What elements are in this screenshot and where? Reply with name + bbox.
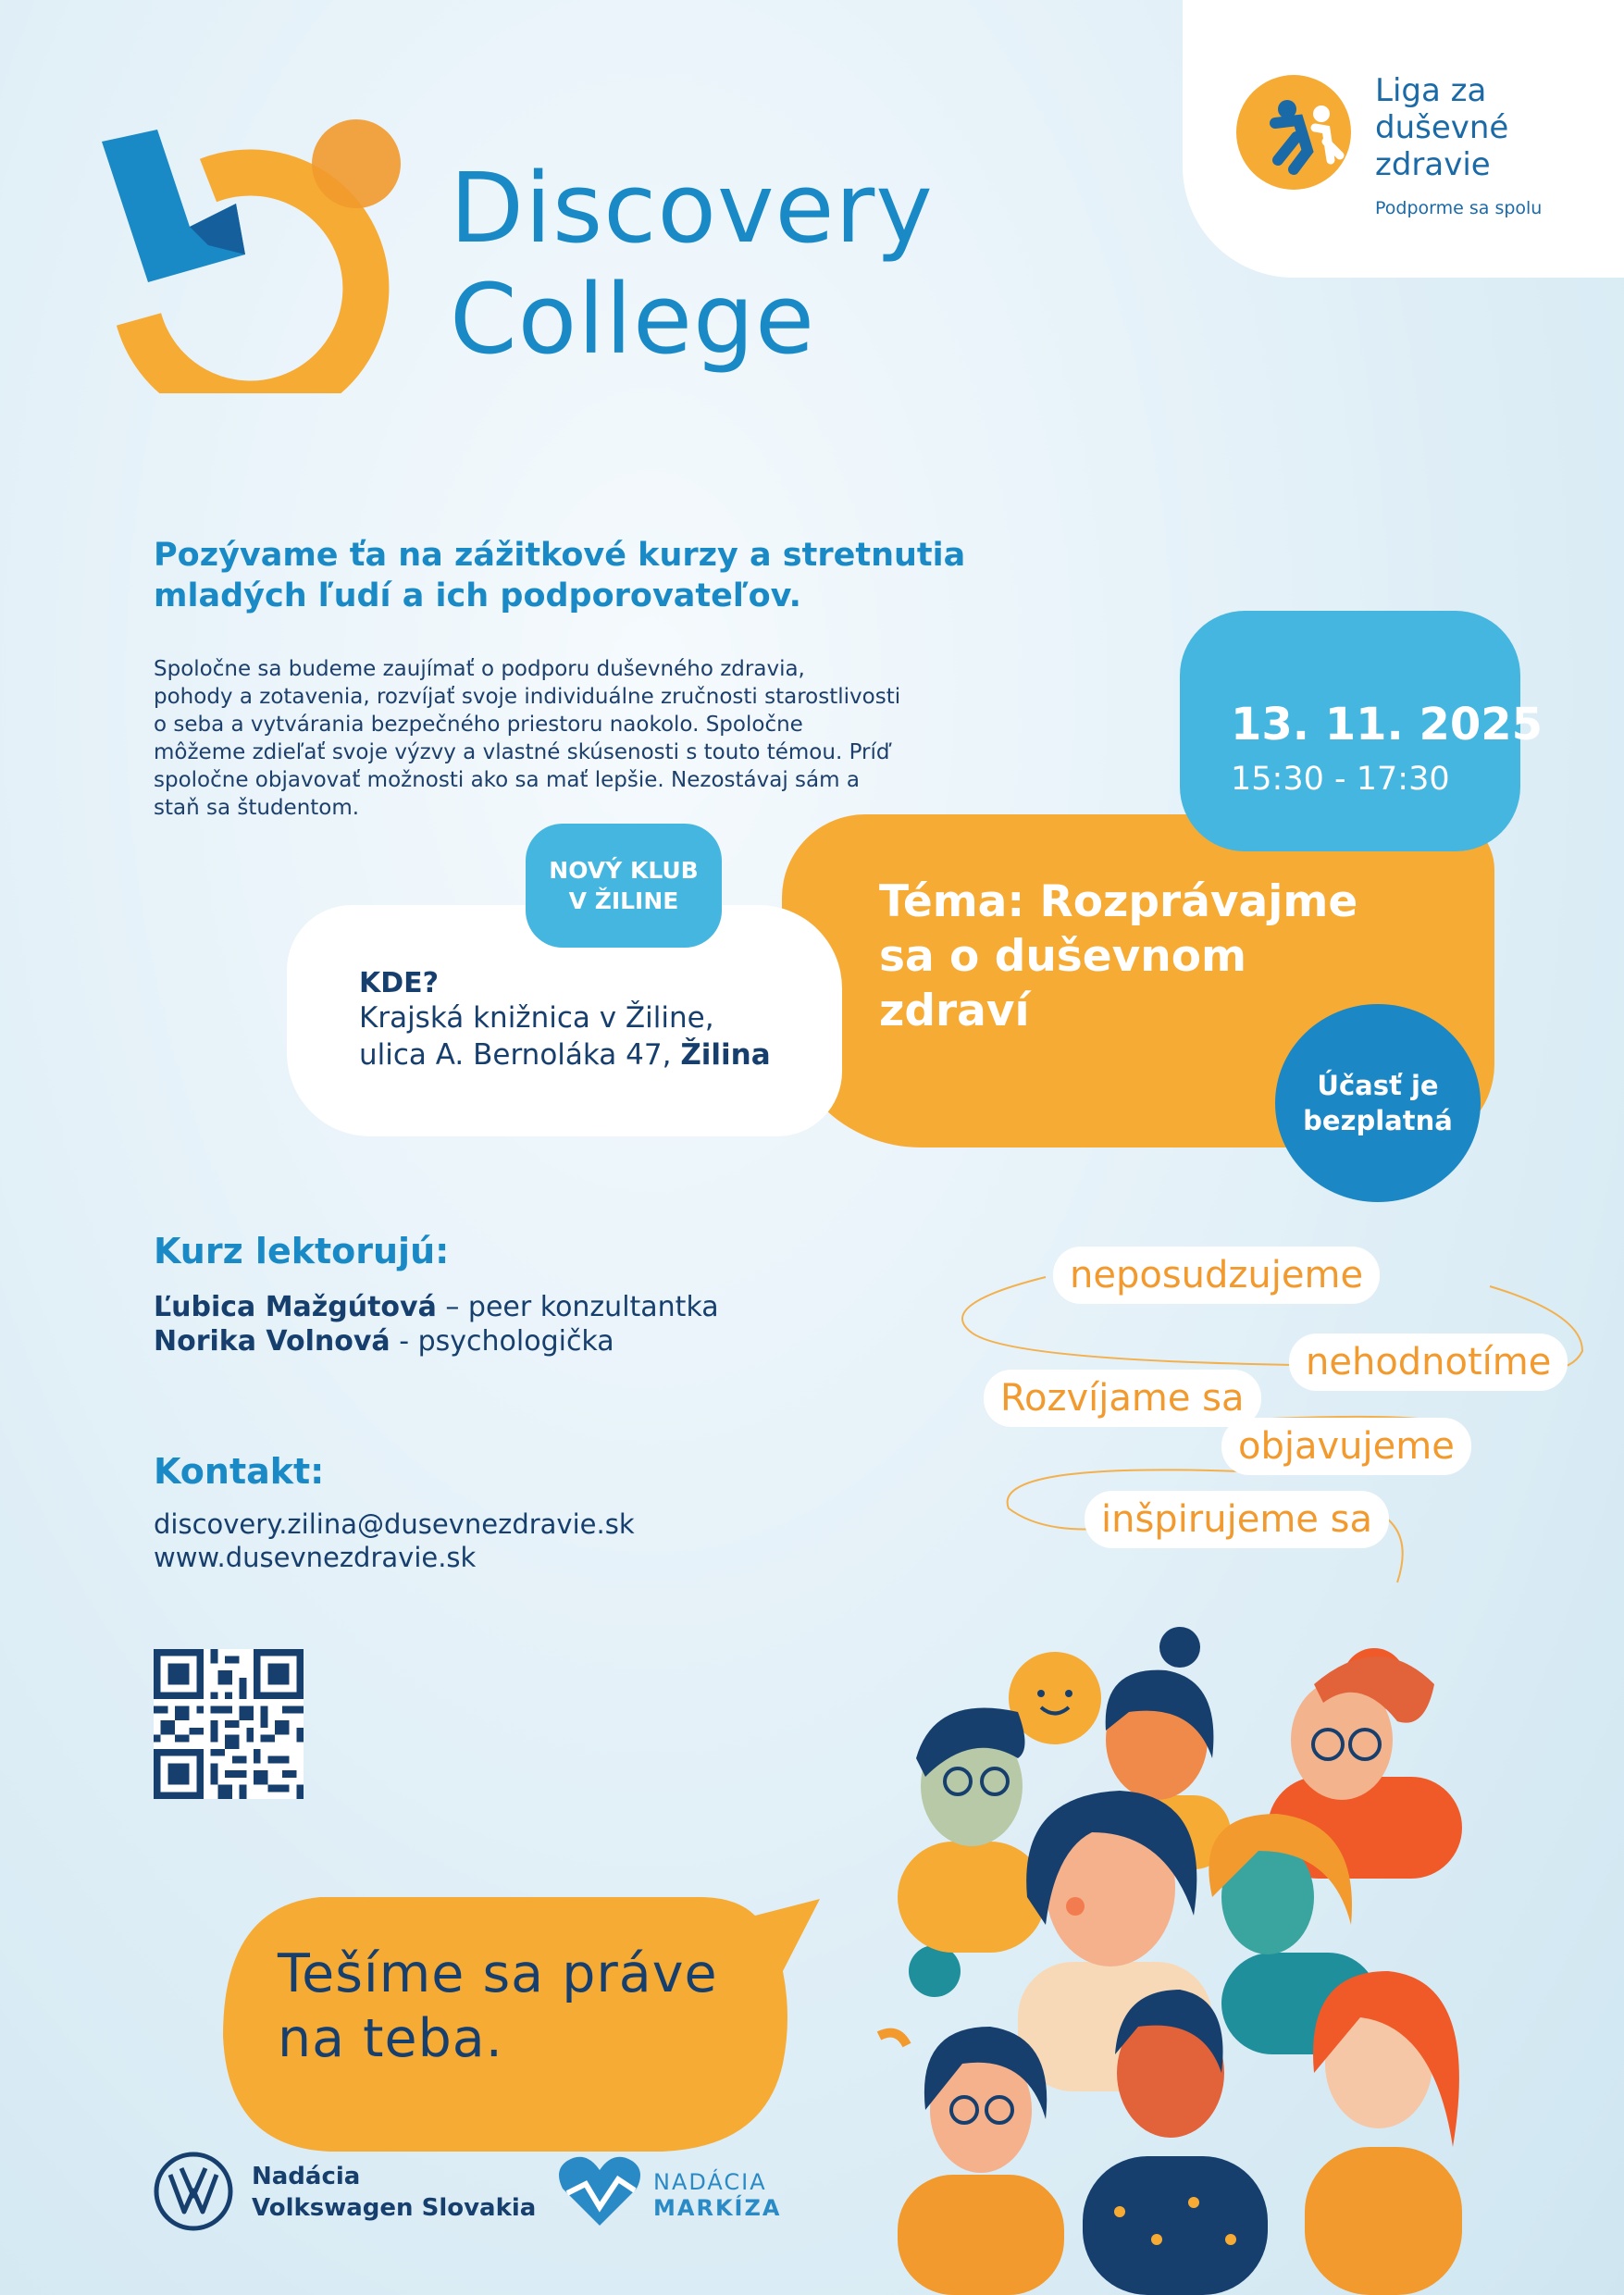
word-tag: Rozvíjame sa [984, 1370, 1261, 1427]
volkswagen-logo-icon [154, 2152, 233, 2231]
closing-line: na teba. [278, 2008, 503, 2069]
event-time: 15:30 - 17:30 [1231, 761, 1450, 798]
intro-line: Spoločne sa budeme zaujímať o podporu duševného zdravia, [154, 657, 805, 681]
partner-name-line: Liga za [1375, 72, 1487, 109]
lecturers-title: Kurz lektorujú: [154, 1231, 450, 1272]
intro-line: spoločne objavovať možnosti ako sa mať lepšie. Nezostávaj sám a [154, 768, 860, 792]
partner-name [1375, 72, 1508, 183]
closing-line: Tešíme sa práve [278, 1943, 718, 2004]
club-line: NOVÝ KLUB [549, 857, 699, 884]
headline [154, 535, 986, 616]
markiza-sponsor [653, 2169, 781, 2221]
partner-name-line: duševné [1375, 109, 1509, 146]
intro-line: môžeme zdieľať svoje výzvy a vlastné skúsenosti s touto témou. Príď [154, 740, 890, 764]
lecturer-role: - psychologička [390, 1325, 614, 1358]
qr-code[interactable] [154, 1649, 304, 1799]
lecturer-name: Ľubica Mažgútová [154, 1291, 437, 1323]
markiza-heart-icon [553, 2152, 646, 2231]
contact-title: Kontakt: [154, 1451, 325, 1492]
topic-line: zdraví [879, 986, 1030, 1036]
sponsor-line: Volkswagen Slovakia [252, 2194, 537, 2222]
title-line: College [450, 263, 816, 376]
headline-line: mladých ľudí a ich podporovateľov. [154, 577, 801, 614]
volkswagen-sponsor [252, 2161, 536, 2224]
topic-line: sa o duševnom [879, 931, 1247, 982]
free-entry-badge [1275, 1004, 1481, 1202]
lecturer-item [154, 1325, 614, 1358]
page-title [450, 153, 934, 375]
people-illustration [861, 1592, 1564, 2295]
word-tag: neposudzujeme [1053, 1247, 1380, 1304]
discovery-college-logo-icon [97, 116, 403, 393]
word-tag: inšpirujeme sa [1085, 1491, 1389, 1548]
lecturer-item [154, 1291, 719, 1323]
contact-email-link[interactable]: discovery.zilina@dusevnezdravie.sk [154, 1508, 635, 1540]
lecturer-role: – peer konzultantka [436, 1291, 719, 1323]
event-date: 13. 11. 2025 [1231, 699, 1543, 751]
location-street: ulica A. Bernoláka 47, [359, 1038, 681, 1072]
sponsor-line: NADÁCIA [653, 2169, 767, 2195]
free-line: Účasť je [1317, 1070, 1439, 1101]
location-city: Žilina [680, 1038, 771, 1072]
word-tag: objavujeme [1221, 1418, 1471, 1475]
word-tag: nehodnotíme [1289, 1334, 1568, 1391]
sponsor-line: Nadácia [252, 2163, 361, 2190]
partner-tagline: Podporme sa spolu [1375, 198, 1543, 218]
intro-line: o seba a vytvárania bezpečného priestoru naokolo. Spoločne [154, 713, 803, 737]
partner-name-line: zdravie [1375, 146, 1491, 183]
lecturer-name: Norika Volnová [154, 1325, 391, 1358]
intro-line: staň sa študentom. [154, 796, 360, 820]
liga-logo-icon [1233, 72, 1354, 192]
new-club-badge [526, 824, 722, 948]
location-line: Krajská knižnica v Žiline, [359, 1001, 714, 1035]
club-line: V ŽILINE [568, 887, 679, 914]
title-line: Discovery [450, 152, 934, 265]
topic-text [879, 875, 1397, 1038]
headline-line: Pozývame ťa na zážitkové kurzy a stretnutia [154, 537, 966, 574]
location-line [359, 1038, 771, 1072]
contact-web-link[interactable]: www.dusevnezdravie.sk [154, 1542, 477, 1573]
sponsor-line: MARKÍZA [653, 2195, 782, 2221]
free-line: bezplatná [1303, 1105, 1453, 1136]
location-title: KDE? [359, 967, 440, 999]
intro-paragraph [154, 655, 968, 822]
topic-line: Téma: Rozprávajme [879, 876, 1358, 927]
intro-line: pohody a zotavenia, rozvíjať svoje individuálne zručnosti starostlivosti [154, 685, 901, 709]
closing-text [278, 1941, 796, 2071]
